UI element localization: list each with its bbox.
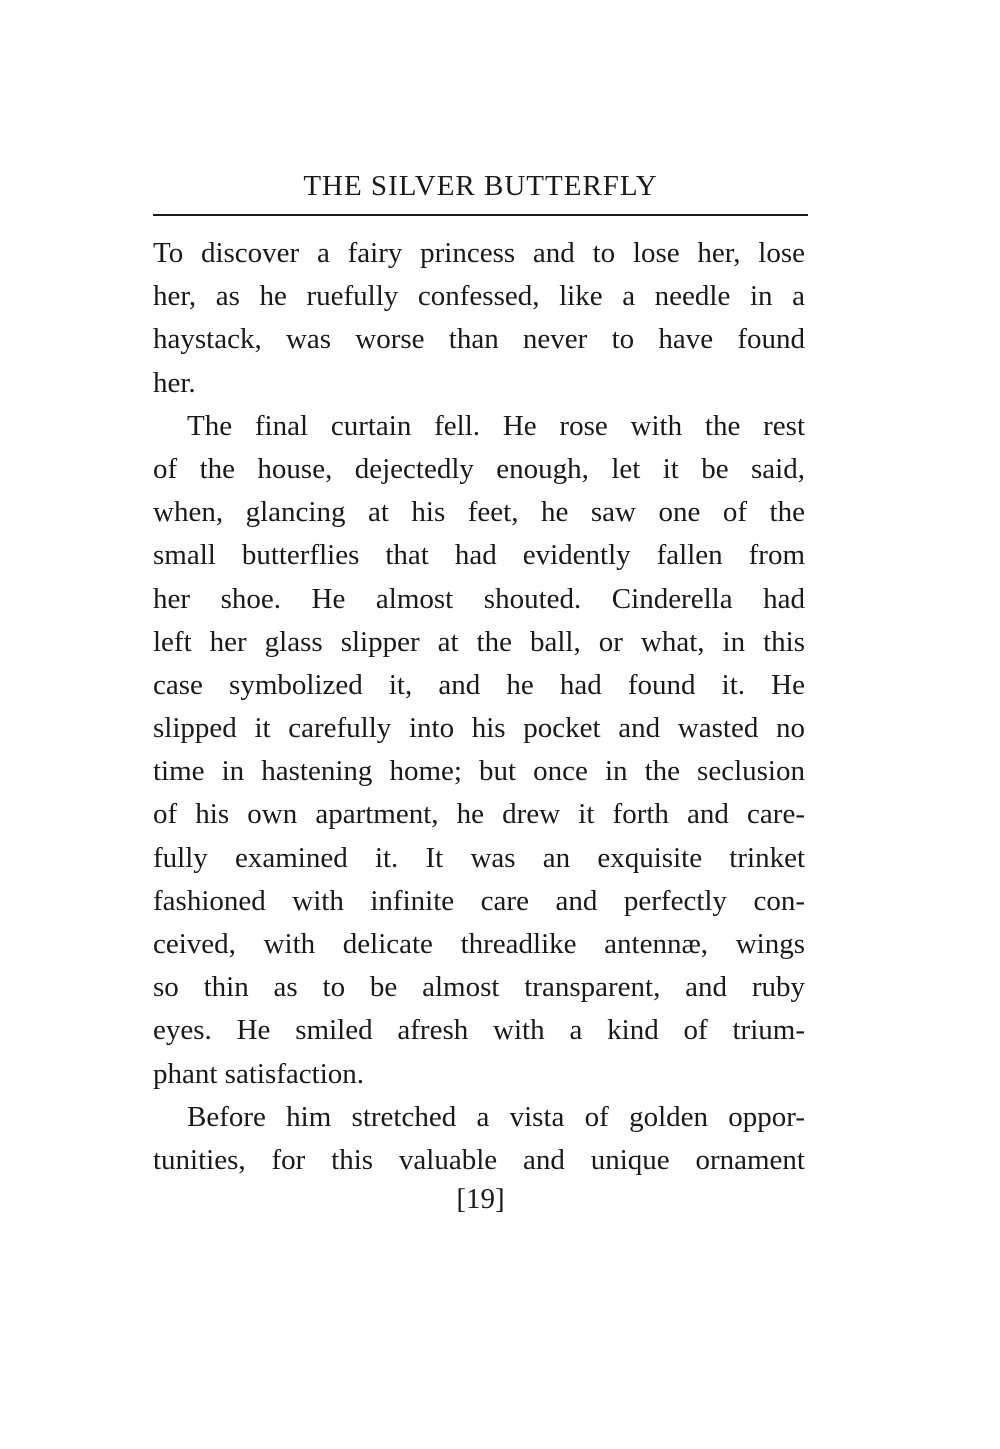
paragraph-2 — [153, 405, 805, 1096]
text-line: case symbolized it, and he had found it. He — [153, 668, 805, 701]
text-line: so thin as to be almost transparent, and ruby — [153, 971, 805, 1004]
text-line: fashioned with infinite care and perfectly con- — [153, 884, 805, 917]
text-line: time in hastening home; but once in the seclusion — [153, 755, 805, 788]
text-line: of his own apartment, he drew it forth and care- — [153, 798, 805, 831]
page-number: [19] — [456, 1183, 505, 1215]
running-head: THE SILVER BUTTERFLY — [303, 170, 658, 202]
text-line: her shoe. He almost shouted. Cinderella had — [153, 582, 805, 615]
text-line: left her glass slipper at the ball, or what, in this — [153, 625, 805, 658]
text-line: ceived, with delicate threadlike antennæ, wings — [153, 928, 805, 960]
text-line: tunities, for this valuable and unique ornament — [153, 1143, 805, 1176]
text-line: when, glancing at his feet, he saw one of the — [153, 496, 805, 529]
text-line: her, as he ruefully confessed, like a needle in a — [153, 280, 805, 313]
text-line: Before him stretched a vista of golden oppor- — [187, 1100, 805, 1133]
text-line: haystack, was worse than never to have found — [153, 323, 805, 356]
paragraph-3 — [153, 1096, 805, 1182]
header-rule — [153, 214, 808, 216]
body-text — [153, 232, 805, 1182]
text-line: To discover a fairy princess and to lose her, lose — [153, 237, 805, 269]
text-line: fully examined it. It was an exquisite trinket — [153, 841, 805, 874]
text-line: The final curtain fell. He rose with the rest — [187, 409, 805, 442]
paragraph-1 — [153, 232, 805, 405]
text-line: small butterflies that had evidently fallen from — [153, 539, 805, 572]
text-line: her. — [153, 366, 196, 399]
text-line: of the house, dejectedly enough, let it be said, — [153, 452, 805, 485]
text-line: phant satisfaction. — [153, 1057, 365, 1090]
text-line: slipped it carefully into his pocket and wasted no — [153, 712, 805, 745]
text-line: eyes. He smiled afresh with a kind of trium- — [153, 1014, 805, 1047]
